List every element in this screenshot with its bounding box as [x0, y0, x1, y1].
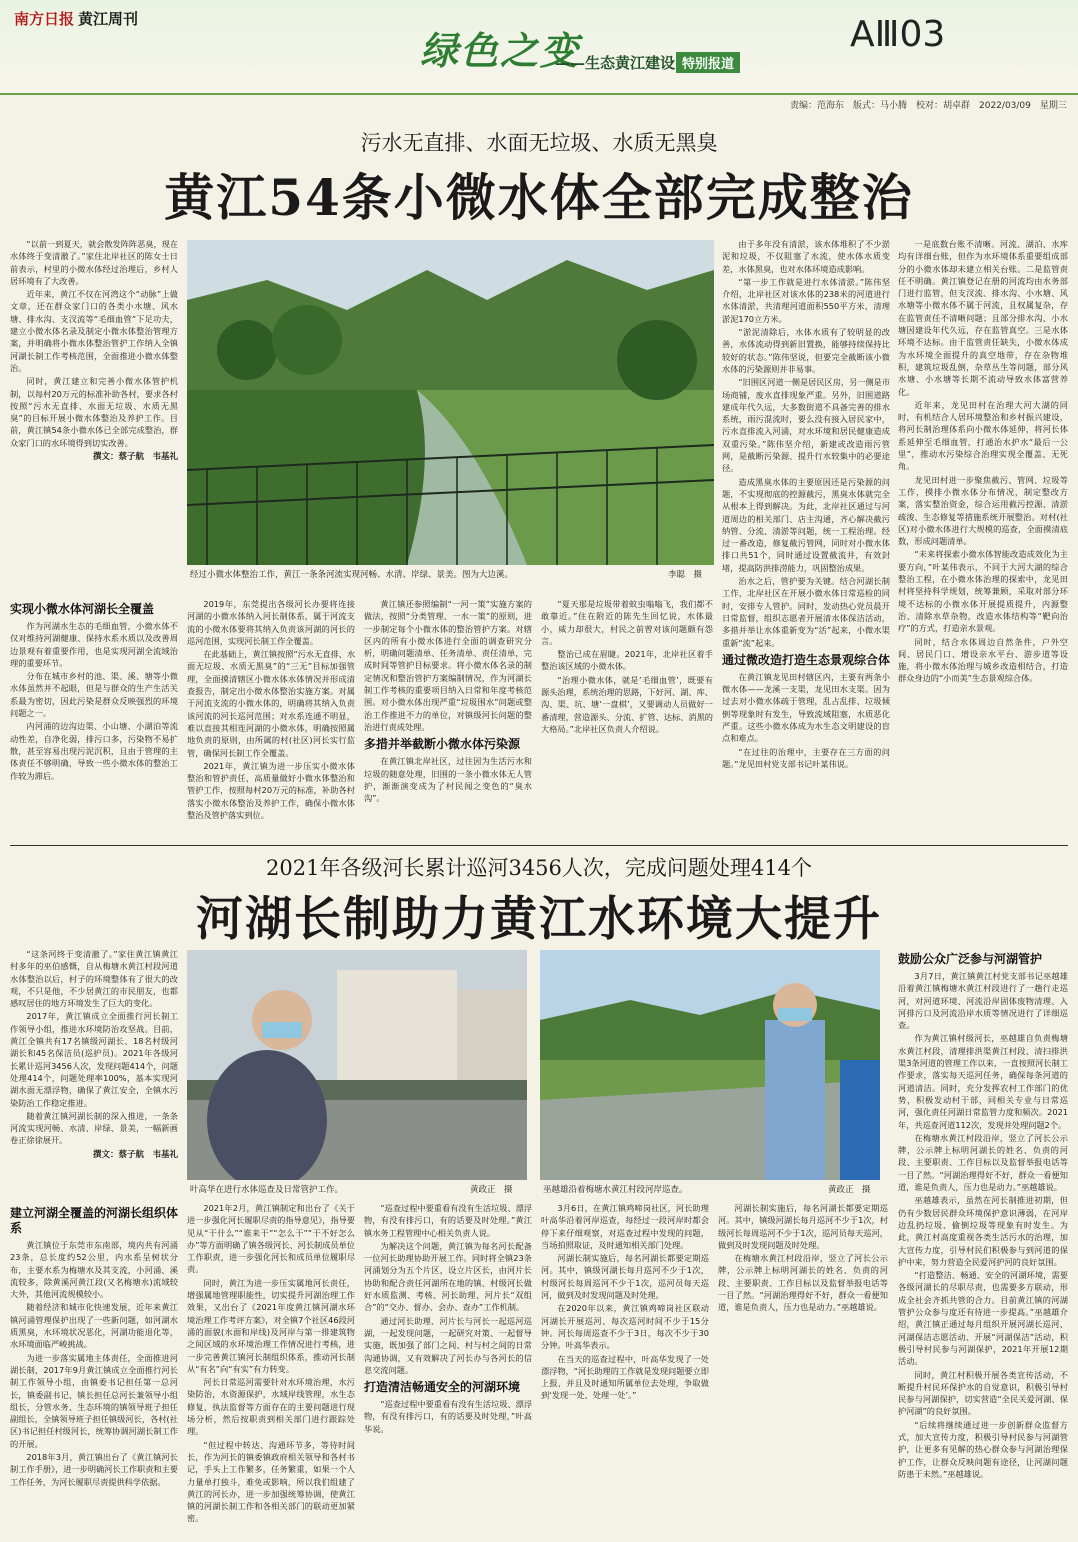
section-divider: [10, 845, 1068, 846]
article2-photo-2: [540, 950, 880, 1180]
lead-paragraph: 近年来，黄江不仅在河湾这个“动脉”上做文章，还在群众家门口的各类小水塘、风水塘、排水沟、支汊流等“毛细血管”下足功夫，建立小微水体名录及制定小微水体整治管理方案，并明确将小微水体整治管护工作纳入全镇河湖长制工作考核范围，全面推进小微水体整治。: [10, 289, 178, 373]
article1-headline: 黄江54条小微水体全部完成整治: [164, 168, 914, 227]
body-paragraph: 作为河湖水生态的毛细血管，小微水体不仅对维持河湖健康、保持水系水质以及改善周边景观有着重要作用，也是实现河湖全流域治理的重要环节。: [10, 621, 178, 668]
page-number: AⅢ03: [850, 14, 946, 55]
section-title: 鼓励公众广泛参与河湖管护: [898, 952, 1043, 966]
article1-photo-credit: 李聪 摄: [668, 570, 703, 580]
article1-byline: 撰文：蔡子航 韦基礼: [92, 452, 178, 463]
body-paragraph: 同时，结合水体周边自然条件，户外空间、居民门口、增设亲水平台、游步道等设施，将小微水体治理与城乡改造相结合，打造群众身边的“小而美”生态景观综合体。: [898, 636, 1068, 684]
article2-column: [541, 1202, 709, 1534]
article1-photo: [187, 240, 714, 565]
article2-column: [898, 948, 1068, 1533]
paper-name: 南方日报: [14, 10, 75, 28]
body-paragraph: 在此基础上，黄江镇按照“污水无直排、水面无垃圾、水质无黑臭”的“三无”目标加强管理，全面摸清辖区小微水体水体情况并形成清查报告，制定出小微水体整治实施方案。对属于河流支流的小微水体的，明确将其纳入负责该河流的河长巡河范围；对水系连通不明显，难以直接其相连河湖的小微水体，明确按照属地负责的原则，由所属的村(社区)河长实行监管，确保河长制工作全覆盖。: [187, 649, 355, 758]
lead-paragraph: “这条河终于变清澈了。”家住黄江镇黄江村多年的巫伯感慨，自从梅塘水黄江村段河道水体整治以后，村子的环境整体有了很大的改观，不只是他，不少居黄江的市民朋友，也都感叹居住的地方环境发生了巨大的变化。: [10, 949, 178, 1009]
body-paragraph: 河长日常巡河需要针对水环境治理，水污染防治，水资源保护，水域岸线管理，水生态修复，执法监督等方面存在的主要问题进行现场分析，然后按职责到相关部门进行跟踪处理。: [187, 1377, 355, 1437]
article1-kicker: 污水无直排、水面无垃圾、水质无黑臭: [360, 131, 718, 155]
lead-paragraph: 2017年，黄江镇成立全面推行河长制工作领导小组，推进水环境防治攻坚战。目前，黄江全镇共有17名镇级河湖长、18名村级河湖长和45名保洁员(巡护员)。2021年各级河长累计巡河3456人次，发现问题414个，问题处理414个，问题处理率100%，基本实现河湖水面无漂浮物，确保了黄江安全，全镇水污染防治工作稳定推进。: [10, 1011, 178, 1108]
editor-credits: 责编：范海东 版式：马小腾 校对：胡卓群 2022/03/09 星期三: [790, 101, 1067, 111]
body-paragraph: 为进一步落实属地主体责任，全面推进河湖长制，2017年9月黄江镇成立全面推行河长制工作领导小组，由镇委书记担任第一总河长，镇委副书记、镇长担任总河长兼领导小组组长，分管水务、生态环境的镇领导班子担任副组长，全镇领导班子担任镇级河长，各村(社区)书记担任村级河长，统筹协调河湖长制工作的开展。: [10, 1352, 178, 1449]
lead-paragraph: “以前一到夏天，就会散发阵阵恶臭，现在水体终于变清澈了。”家住北岸社区的陈女士日前表示，村里的小微水体经过治理后，乡村人居环境有了大改善。: [10, 239, 178, 286]
body-paragraph: “后续将继续通过进一步创新群众监督方式，加大宣传力度，积极引导村民参与河湖管护，让更多有见解的热心群众参与河湖治理保护工作，让群众反映问题有途径，让河湖问题防患于未然。”巫越雄说。: [898, 1419, 1068, 1479]
section-title: 实现小微水体河湖长全覆盖: [10, 602, 155, 616]
body-paragraph: “巡查过程中要重看有没有生活垃圾、漂浮物，有没有排污口，有的话要及时处理，”叶高华说。: [364, 1399, 532, 1434]
body-paragraph: 造成黑臭水体的主要原因还是污染源的问题，不实现彻底的控源截污，黑臭水体就完全从根本上得到解决。为此，北岸社区通过与河道周边的相关部门、店主沟通，齐心解决截污纳管、分流、清淤等问题，统一工程治理。经过一番改造，修复截污管网，同时对小微水体排口共51个，同时通过设置截流井，有效封堵，提高防洪排涝能力，巩固整治成果。: [722, 476, 890, 573]
body-paragraph: “治理小微水体，就是‘毛细血管’，既要有源头治理，系统治理的思路，下好河、湖、库、沟、渠、坑、塘‘一盘棋’，又要调动人员做好一番清理，营造源头、分流、扩管、达标、消黑的大格局。”北岸社区负责人介绍说。: [541, 674, 713, 734]
body-paragraph: 河湖长制实施后，每名河湖长都要定期巡河。其中，镇级河湖长每月巡河不少于1次，村级河长每周巡河不少于1次，巡河员每天巡河，做到及时发现问题及时处理。: [541, 1253, 709, 1301]
special-report-badge: 特别报道: [676, 52, 740, 73]
column-sub-title: ——生态黄江建设: [555, 54, 676, 72]
article1-column: [187, 598, 355, 838]
article1-column: [10, 598, 178, 838]
body-paragraph: 内河涌的边沟边渠、小山塘、小湖泊等流动性差，自净化弱，排污口多，污染物不易扩散，甚至容易出现污泥沉积，且由于管理的主体责任不够明确，导致一些小微水体的整治工作较为滞后。: [10, 721, 178, 781]
article2-photo2-caption: 巫越雄沿着梅塘水黄江村段河岸巡查。: [543, 1185, 688, 1195]
article2-photo-1: [187, 950, 527, 1180]
article2-column: [718, 1202, 888, 1534]
edition-name: 黄江周刊: [78, 10, 139, 28]
section-title: 打造清洁畅通安全的河湖环境: [364, 1380, 521, 1395]
article1-lead: [10, 238, 178, 520]
riverbank-scene-image: [540, 950, 880, 1180]
body-paragraph: 龙见田村进一步聚焦截污、管网、垃圾等工作，摸排小微水体分布情况，制定整改方案，落实整治资金，综合运用截污控源、清淤疏浚、生态修复等措施系统开展整治。对村(社区)对小微水体进行大规模的巡查，全面摸清底数，形成问题清单。: [898, 474, 1068, 547]
section-title: 通过微改造打造生态景观综合体: [722, 652, 890, 667]
body-paragraph: 3月7日，黄江镇黄江村党支部书记巫越雄沿着黄江镇梅塘水黄江村段进行了一趟行走巡河，对河道环境、河流沿岸固体废物清理、入河排污口及河流沿岸水质等情况进行了详细巡查。: [898, 971, 1068, 1031]
body-paragraph: 分布在城市乡村的池、渠、溪、塘等小微水体虽然并不起眼，但是与群众的生产生活关系最为密切，因此污染是群众反映强烈的环境问题之一。: [10, 671, 178, 719]
body-paragraph: 2021年2月，黄江镇制定和出台了《关于进一步强化河长履职尽责的指导意见》，指导要见从“干什么”“谁来干”“怎么干”“干不好怎么办”等方面明确了镇各级河长、河长制成员单位工作职责，进一步强化河长和成员单位履职尽责。: [187, 1203, 355, 1275]
body-paragraph: 黄江镇还参照编制“一河一策”实施方案的做法，按照“分类管理、一水一策”的原则，进一步制定每个小微水体的整治管护方案。对辖区内的所有小微水体进行全面的调查研究分析，明确问题清单、任务清单、责任清单，完成时间等管护目标要求。将小微水体名录的制定情况和整治管护方案编制情况，作为河湖长制工作考核的重要项目纳入日常和年度考核范围。对小微水体出现严重“垃圾围水”问题或整治工作推进不力的单位，对镇级河长问题的整治进行责成处理。: [364, 599, 532, 732]
lead-paragraph: 随着黄江镇河湖长制的深入推进，一条条河流实现河畅、水清、岸绿、景美，一幅新画卷正徐徐展开。: [10, 1110, 178, 1146]
body-paragraph: “在过往的治理中，主要存在三方面的问题。”龙见田村党支部书记叶某伟说。: [722, 746, 890, 769]
article2-headline: 河湖长制助力黄江水环境大提升: [196, 892, 882, 947]
body-paragraph: 2019年，东莞提出各级河长办要将连接河湖的小微水体纳入河长制体系，属于河流支流的小微水体要将其纳入负责该河湖的河长的巡河范围，实现河长制工作全覆盖。: [187, 599, 355, 646]
body-paragraph: 通过河长助理、河片长与河长一起巡河巡湖，一起发现问题，一起研究对策、一起督导实施，既加强了部门之间、村与村之间的日常沟通协调，又有效解决了河长办与各河长的信息交流问题。: [364, 1315, 532, 1375]
body-paragraph: 近年来，龙见田村在治理大河大湖的同时，有机结合人居环境整治和乡村振兴建设，将河长制治理体系向小微水体延伸，将河长体系延伸至毛细血管，打通治水护水“最后一公里”，推动水污染综合治理实现全覆盖、无死角。: [898, 399, 1068, 472]
body-paragraph: 在黄江镇北岸社区，过往因为生活污水和垃圾的随意处理，旧围的一条小微水体无人管护，渐渐演变成为了村民闻之变色的“臭水沟”。: [364, 756, 532, 804]
article2-kicker: 2021年各级河长累计巡河3456人次，完成问题处理414个: [266, 856, 812, 880]
body-paragraph: “淤泥清除后，水体水质有了较明显的改善，水体流动得到新旧置换，能够持续保持比较好的状态。”陈伟坚说，但要完全截断该小微水体的污染源则并非易事。: [722, 327, 890, 374]
article1-column: [364, 598, 532, 838]
article2-byline: 撰文：蔡子航 韦基礼: [92, 1149, 178, 1160]
article2-column: [364, 1202, 532, 1534]
article1-column: [722, 238, 890, 838]
article2-column: [10, 1202, 178, 1534]
article1-column: [898, 238, 1068, 838]
article1-photo-caption: 经过小微水体整治工作，黄江一条条河流实现河畅、水清、岸绿、景美。图为大边溪。: [190, 570, 514, 580]
body-paragraph: “未来将探索小微水体智能改造成效化为主要方向，”叶某伟表示，不同于大河大湖的综合整治工程，在小微水体治理的探索中，龙见田村将坚持科学规划，统筹兼顾，采取对部分环境不达标的小微水体开展提质提升，内源整治、清除水草杂物，改造水体结构等“靶向治疗”的方式，打造亲水景观。: [898, 549, 1068, 634]
body-paragraph: 2021年，黄江镇为进一步压实小微水体整治和管护责任，高质量做好小微水体整治和管护工作，按照每村20万元的标准，补助各村落实小微水体整治及养护工作，确保小微水体整治及管护落实到位。: [187, 760, 355, 821]
body-paragraph: 由于多年没有清淤，该水体堆积了不少淤泥和垃圾，不仅阻塞了水流，使水体水质变差，水体黑臭，也对水体环境造成影响。: [722, 239, 890, 274]
inspection-scene-image: [187, 950, 527, 1180]
body-paragraph: “旧围区河道一侧是居民区房，另一侧是市场商铺，废水直排现象严重。另外，旧围道路建成年代久远，大多数街道不具备完善的排水系统，雨污混流时，要么没有接入居民家中，污水直排流入河涌，对水环境和居民健康造成双重污染。”陈伟坚介绍，新建或改造雨污管网，是截断污染源、提升行水较集中的必要途径。: [722, 377, 890, 474]
body-paragraph: 在黄江镇龙见田村辖区内，主要有两条小微水体——龙溪一支渠，龙见田水支渠。因为过去对小微水体疏于管理，乱占乱排、垃圾倾倒等现象时有发生，导致流域阻塞，水质恶化严重。这些小微水体成为水生态文明建设的盲点和难点。: [722, 671, 890, 744]
body-paragraph: 在梅塘水黄江村段沿岸，竖立了河长公示牌，公示牌上标明河湖长的姓名、负责的河段、主要职责、工作目标以及监督举报电话等一目了然。“河湖治理得好不好，群众一看便知道，谁是负责人，压力也是动力。”巫越雄说。: [718, 1253, 888, 1313]
body-paragraph: 同时，黄江村积极开展各类宣传活动，不断提升村民环保护水的自觉意识，积极引导村民参与河湖保护，切实营造“全民关爱河湖、保护河湖”的良好氛围。: [898, 1369, 1068, 1417]
body-paragraph: 一是底数台账不清晰。河流、湖泊、水库均有详细台账，但作为水环境体系重要组成部分的小微水体却未建立相关台账。二是监管责任不明确。黄江镇登记在册的河流均由水务部门进行监管，但支汊流、排水沟、小水塘、风水塘等小微水体不属于河流，且权属复杂，存在监管责任不清晰问题；且部分排水沟、小水塘因建设年代久远，存在监管真空。三是水体环境不达标。由于监管责任缺失，小微水体成为水环境全面提升的真空地带，存在杂物堆积，建筑垃圾乱倒，杂草丛生等问题，部分风水塘、小水塘等长期不流动导致水体富营养化。: [898, 239, 1068, 397]
body-paragraph: 整治已成在眉睫。2021年，北岸社区着手整治该区域的小微水体。: [541, 649, 713, 672]
article2-photo1-caption: 叶高华在进行水体巡查及日常管护工作。: [190, 1185, 344, 1195]
body-paragraph: “第一步工作就是进行水体清淤。”陈伟坚介绍，北岸社区对该水体的238米的河道进行水体清淤，共清理河道面积550平方米，清理淤泥170立方米。: [722, 276, 890, 324]
article2-lead: [10, 948, 178, 1196]
body-paragraph: 随着经济和城市化快速发展，近年来黄江镇河涌管理保护出现了一些新问题，如河湖水质黑臭，水环境状况恶化，河湖功能退化等，水环境面临严峻挑战。: [10, 1302, 178, 1350]
body-paragraph: 黄江镇位于东莞市东南部，境内共有河涌23条，总长度约52公里，内水系呈树状分布，主要水系为梅塘水及其支流，小河涌、溪流较多，除黄溪河黄江段(又名梅塘水)流域较大外，其他河流规模较小。: [10, 1240, 178, 1300]
body-paragraph: 为解决这个问题，黄江镇为每名河长配备一位河长助理协助开展工作。同时将全镇23条河涌划分为五个片区，设立片区长，由河片长协助和配合责任河湖所在地的镇、村级河长做好水质监测、考核、河长助理、河片长“双组合”的“交办、督办、会办、查办”工作机制。: [364, 1240, 532, 1313]
body-paragraph: 2018年3月，黄江镇出台了《黄江镇河长制工作手册》，进一步明确河长工作职责和主要工作任务，为河长履职尽责提供科学依据。: [10, 1452, 178, 1487]
body-paragraph: 作为黄江镇村级河长，巫越雄自负责梅塘水黄江村段，清理排洪渠黄江村段、清扫排洪渠3条河道的管理工作以来，一直按照河长制工作要求，落实每天巡河任务，确保每条河道的河道清洁。同时，充分发挥农村工作部门的优势，积极发动村干部，同相关专业与日常巡河，强化责任河湖日常监管力度和频次。2021年，共巡查河道112次，发现并处理问题2个。: [898, 1033, 1068, 1130]
article2-photo1-credit: 黄政正 摄: [470, 1185, 513, 1195]
body-paragraph: “巡查过程中要重看有没有生活垃圾、漂浮物，有没有排污口，有的话要及时处理。”黄江镇水务工程管理中心相关负责人说。: [364, 1203, 532, 1238]
column-art-title: 绿色之变: [420, 28, 581, 73]
river-scene-image: [187, 240, 714, 565]
paper-logo: [14, 8, 138, 29]
body-paragraph: 同时，黄江为进一步压实属地河长责任，增强属地管理职能性，切实提升河湖治理工作效果，又出台了《2021年度黄江镇河湖水环境治理工作考评方案》，对全镇7个社区46段河涌的面貌(水面和岸线)及河岸与第一排建筑物之间区域的水环境治理工作情况进行考核，进一步完善黄江镇河长制组织体系，推动河长制从“有名”向“有实”有力转变。: [187, 1277, 355, 1374]
article2-column: [187, 1202, 355, 1534]
section-title: 多措并举截断小微水体污染源: [364, 737, 521, 752]
lead-paragraph: 同时，黄江建立和完善小微水体管护机制，以每村20万元的标准补助各村，要求各村按照“污水无直排、水面无垃圾、水质无黑臭”的目标开展小微水体整治及养护工作。目前，黄江镇54条小微水体已全部完成整治，群众家门口的水环境得到切实改善。: [10, 376, 178, 448]
body-paragraph: “夏天那是垃圾带着蚊虫嗡嗡飞，我们都不敢靠近。”住在附近的陈先生回忆说，水体最小，威力却很大，村民之前曾对该问题颇有怨言。: [541, 599, 713, 646]
body-paragraph: “但过程中转达、沟通环节多，等待时间长，作为河长的镇委镇政府相关领导和各村书记，手头上工作繁多，任务繁重，如果一个人力量单打独斗，难免或影响，所以我们组建了黄江的河长办，进一步加强统筹协调，使黄江镇的河湖长制工作和各相关部门的联动更加紧密。: [187, 1439, 355, 1524]
body-paragraph: 3月6日，在黄江镇鸡啼岗社区，河长助理叶高华沿着河岸巡查，每经过一段河岸时都会停下来仔细观察，对巡查过程中发现的问题，当场拍照取证，及时通知相关部门处理。: [541, 1203, 709, 1250]
body-paragraph: “打造整洁、畅通、安全的河湖环境，需要各级河湖长的尽职尽责，也需要多方联动，形成全社会齐抓共管的合力。目前黄江镇的河湖管护公众参与度还有待进一步提高。”巫越雄介绍，黄江镇正通过每月组织开展河湖长巡河、河湖保洁志愿活动、开展“河湖保洁”活动，积极引导村民参与河湖保护，2021年开展12期活动。: [898, 1270, 1068, 1367]
article2-photo2-credit: 黄政正 摄: [828, 1185, 871, 1195]
article1-column: [541, 598, 713, 838]
body-paragraph: 巫越雄表示，虽然在河长制推进初期，但仍有少数居民群众环境保护意识薄弱，在河岸边乱扔垃圾、偷倒垃圾等现象有时发生。为此，黄江村高度重视各类生活污水的治理，加大宣传力度，引导村民们积极参与到河道的保护中来，努力营造全民爱河护河的良好氛围。: [898, 1195, 1068, 1267]
body-paragraph: 治水之后，管护要为关键。结合河湖长制工作，北岸社区在开展小微水体日常巡检的同时，安排专人管护。同时，发动热心党员晨开日常监督，组织志愿者开展清水体保洁活动，多措并举让水体重新变为“活”起来，小微水渠重新“流”起来。: [722, 576, 890, 648]
section-title: 建立河湖全覆盖的河湖长组织体系: [10, 1206, 178, 1235]
body-paragraph: 在当天的巡查过程中，叶高华发现了一处漂浮物，“河长助理的工作就是发现问题要立即上报，并且及时通知所属单位去处理，争取做到‘发现一处、处理一处’。”: [541, 1353, 709, 1401]
body-paragraph: 在梅塘水黄江村段沿岸，竖立了河长公示牌，公示牌上标明河湖长的姓名、负责的河段、主要职责、工作目标以及监督举报电话等一目了然。“河湖治理得好不好，群众一看便知道，谁是负责人，压力也是动力。”巫越雄说。: [898, 1132, 1068, 1193]
body-paragraph: 河湖长制实施后，每名河湖长都要定期巡河。其中，镇级河湖长每月巡河不少于1次，村级河长每周巡河不少于1次，巡河员每天巡河，做到及时发现问题及时处理。: [718, 1203, 888, 1250]
body-paragraph: 在2020年以来，黄江镇鸡啼岗社区联动河湖长开展巡河、每次巡河时间不少于15分钟。河长每周巡查不少于3日，每次不少于30分钟。叶高华表示。: [541, 1303, 709, 1351]
